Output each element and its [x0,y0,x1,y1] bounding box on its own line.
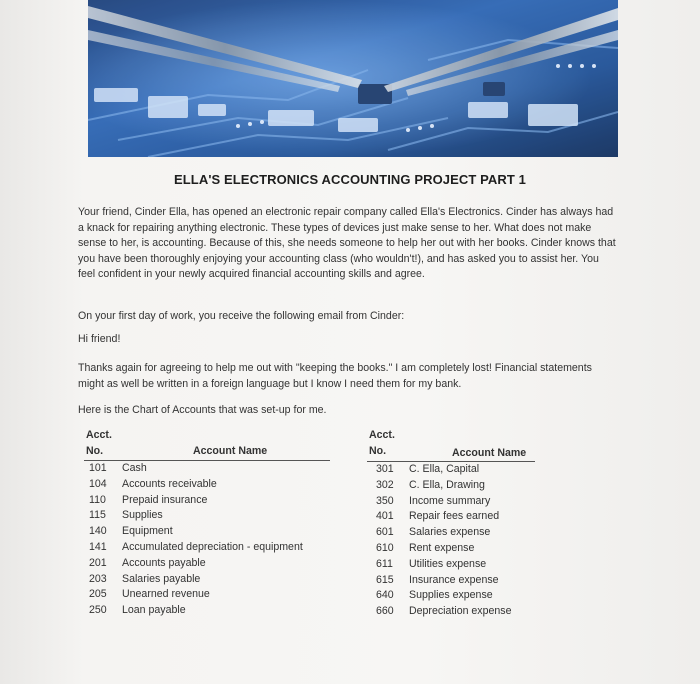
right-account-number: 660 [376,605,394,618]
right-account-name: Utilities expense [409,557,487,570]
right-account-name: Insurance expense [409,573,499,586]
left-account-number: 205 [89,588,107,601]
right-name-header: Account Name [452,447,527,459]
email-body: Thanks again for agreeing to help me out with "keeping the books." I am completely lost! Financial statements might as well be written in a foreign language but I know I need them for my bank. [78,362,592,390]
left-account-name: Accounts receivable [122,477,217,490]
left-account-number: 104 [89,477,107,490]
left-acct-header-1: Acct. [86,429,112,441]
intro-paragraph: Your friend, Cinder Ella, has opened an electronic repair company called Ella's Electronics. Cinder has always had a knack for repairing anything electronic. These types of devices just make sense to her. What does not make sense to her, is accounting. Because of this, she needs someone to help her out with her books. Cinder knows that you have been thoroughly enjoying your accounting class (who wouldn't!), and has asked you to assist her. You feel confident in your newly acquired financial accounting skills and agree. [78,206,616,281]
right-account-name: Salaries expense [409,526,491,539]
left-account-number: 141 [89,541,107,553]
right-account-name: Income summary [409,494,491,507]
right-account-number: 350 [376,494,394,507]
right-account-number: 610 [376,542,394,554]
chart-of-accounts-intro: Here is the Chart of Accounts that was set-up for me. [78,404,327,416]
left-account-number: 203 [89,572,107,585]
right-account-number: 640 [376,589,394,602]
left-account-number: 110 [89,493,106,506]
circuit-board-image [88,0,618,157]
right-account-name: C. Ella, Drawing [409,478,485,491]
left-account-number: 201 [89,556,107,569]
right-account-number: 302 [376,478,394,491]
left-account-name: Supplies [122,509,163,522]
left-account-name: Salaries payable [122,572,201,585]
left-name-header: Account Name [193,445,268,457]
left-account-name: Cash [122,462,147,474]
left-account-number: 101 [89,462,107,474]
circuit-board-photo-icon [88,0,618,157]
right-account-name: Repair fees earned [409,510,500,523]
left-acct-header-2: No. [86,445,104,457]
left-account-name: Equipment [122,525,173,538]
right-account-number: 301 [376,463,394,475]
left-account-name: Accounts payable [122,556,206,569]
right-header-rule [367,461,535,462]
left-account-name: Accumulated depreciation - equipment [122,541,303,553]
left-account-name: Prepaid insurance [122,493,208,506]
left-account-name: Loan payable [122,604,186,617]
right-account-number: 401 [376,510,394,523]
right-account-name: Supplies expense [409,589,493,602]
first-day-paragraph: On your first day of work, you receive the following email from Cinder: [78,310,405,322]
email-greeting: Hi friend! [78,333,121,345]
right-account-number: 601 [376,526,394,539]
right-account-number: 615 [376,573,394,586]
left-account-number: 140 [89,525,107,538]
left-header-rule [84,460,330,461]
right-acct-header-1: Acct. [369,429,395,441]
left-account-number: 250 [89,604,107,617]
right-account-name: C. Ella, Capital [409,463,480,475]
right-account-number: 611 [376,557,393,570]
right-account-name: Rent expense [409,542,475,554]
document-title: ELLA'S ELECTRONICS ACCOUNTING PROJECT PART 1 [173,172,526,187]
left-account-number: 115 [89,509,106,522]
right-acct-header-2: No. [369,445,387,457]
right-account-name: Depreciation expense [409,605,512,618]
left-account-name: Unearned revenue [122,588,210,601]
